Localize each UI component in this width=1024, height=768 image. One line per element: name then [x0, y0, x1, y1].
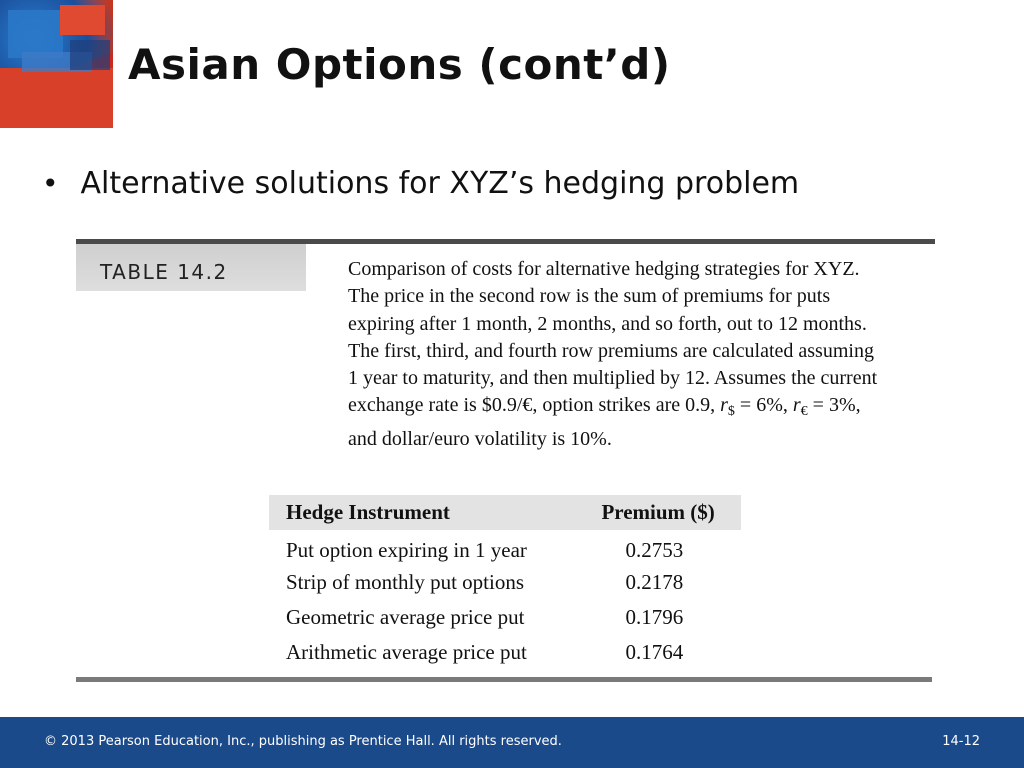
instrument-cell: Strip of monthly put options — [286, 570, 525, 594]
column-header-instrument: Hedge Instrument — [269, 495, 575, 530]
slide-title: Asian Options (cont’d) — [128, 40, 671, 89]
copyright-text: © 2013 Pearson Education, Inc., publishing as Prentice Hall. All rights reserved. — [44, 734, 562, 749]
table-caption — [348, 256, 888, 453]
r-dollar-symbol: r — [720, 394, 728, 417]
instrument-cell: Arithmetic average price put — [286, 640, 527, 664]
table-row — [269, 530, 741, 565]
table-header-row — [269, 495, 741, 530]
premium-cell: 0.1764 — [625, 640, 684, 664]
instrument-cell: Put option expiring in 1 year — [286, 538, 527, 562]
bullet-text: Alternative solutions for XYZ’s hedging problem — [80, 166, 800, 201]
page-number: 14-12 — [942, 734, 980, 749]
corner-decorative-image — [0, 0, 113, 128]
hedge-table — [269, 495, 741, 670]
table-figure — [76, 239, 936, 683]
table-row — [269, 600, 741, 635]
bottom-rule — [76, 677, 932, 682]
r-euro-value: = 3%, and dollar/euro volatility is 10%. — [348, 394, 861, 450]
premium-cell: 0.2753 — [625, 538, 684, 562]
column-header-premium: Premium ($) — [575, 495, 741, 530]
bullet-item — [42, 166, 799, 201]
table-label-band — [76, 244, 306, 291]
r-euro-subscript: € — [800, 404, 808, 420]
footer-bar — [0, 717, 1024, 768]
table-row — [269, 565, 741, 600]
caption-text: Comparison of costs for alternative hedging strategies for XYZ. The price in the second row is the sum of premiums for puts expiring after 1 month, 2 months, and so forth, out to 12 months. The first, third, and fourth row premiums are calculated assuming 1 year to maturity, and then multiplied by 12. Assumes the current exchange rate is $0.9/€, option strikes are 0.9, — [348, 258, 878, 417]
table-label: TABLE 14.2 — [100, 260, 228, 284]
bullet-icon: • — [42, 167, 59, 200]
table-row — [269, 635, 741, 670]
r-euro-symbol: r — [792, 394, 801, 417]
r-dollar-value: = 6%, — [734, 394, 793, 417]
r-dollar-subscript: $ — [727, 404, 735, 420]
premium-cell: 0.1796 — [625, 605, 684, 629]
premium-cell: 0.2178 — [625, 570, 684, 594]
instrument-cell: Geometric average price put — [286, 605, 525, 629]
